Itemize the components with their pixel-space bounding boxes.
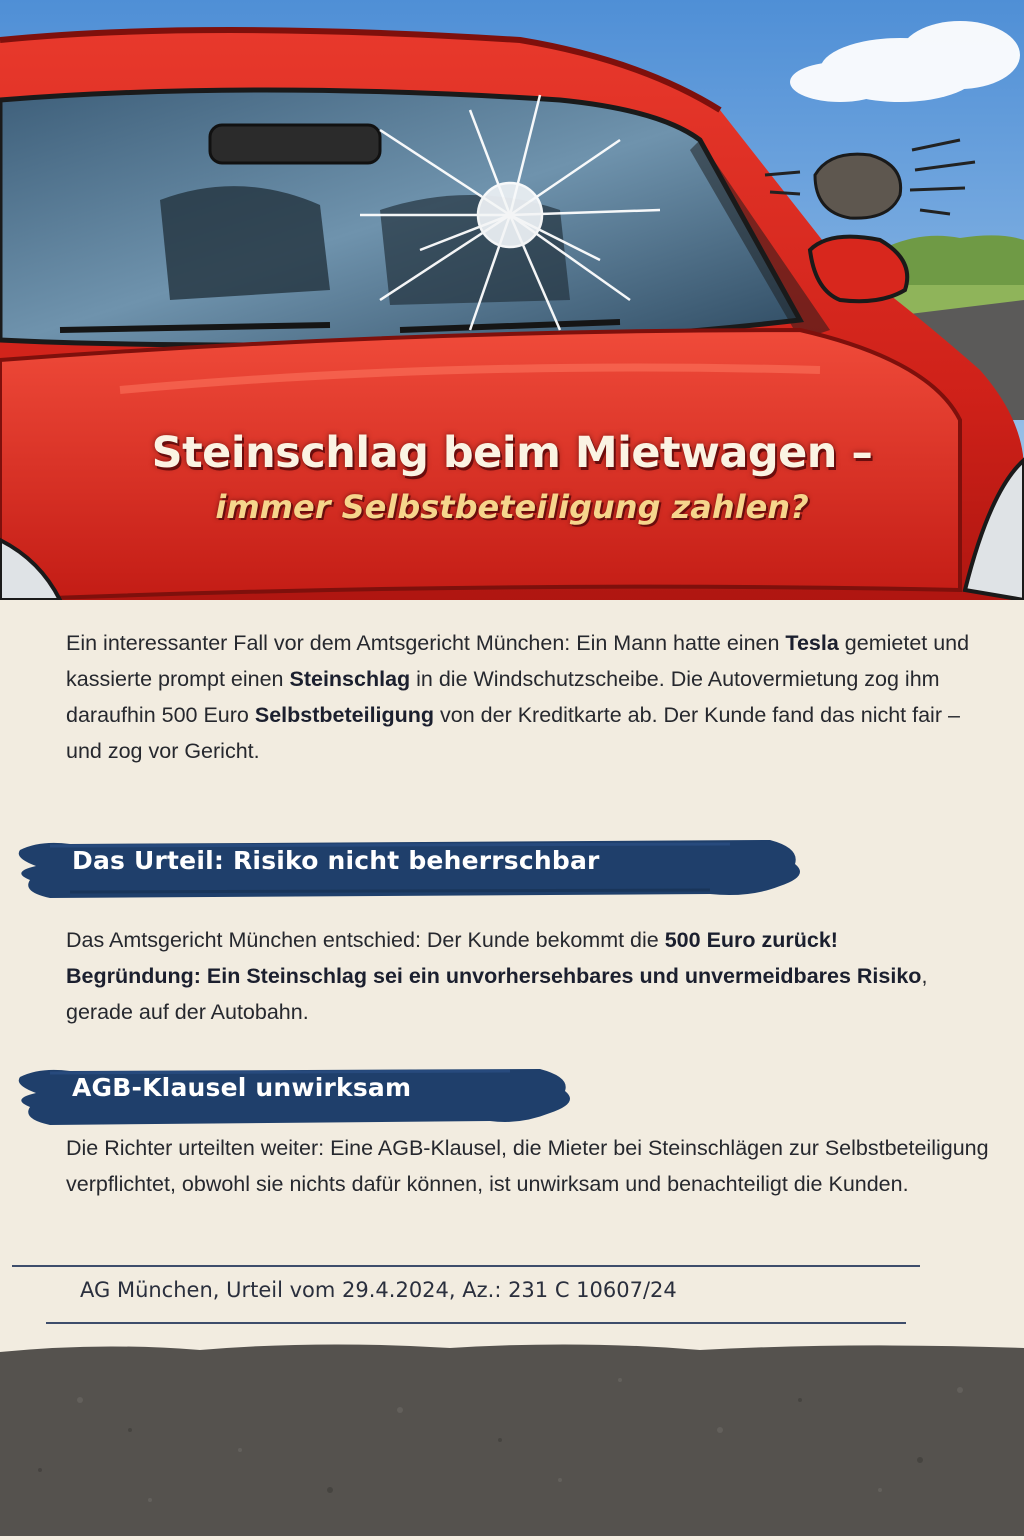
- bold-begruendung: Begründung: Ein Steinschlag sei ein unvorhersehbares und unvermeidbares Risiko: [66, 964, 922, 988]
- citation: AG München, Urteil vom 29.4.2024, Az.: 231 C 10607/24: [80, 1278, 677, 1302]
- headline-line-1: Steinschlag beim Mietwagen –: [151, 428, 873, 478]
- hero-illustration: [0, 0, 1024, 660]
- bold-500-euro: 500 Euro zurück!: [664, 928, 838, 952]
- section-banner-urteil: [10, 828, 810, 908]
- section-heading-urteil: Das Urteil: Risiko nicht beherrschbar: [72, 846, 600, 875]
- section-banner-agb: [10, 1055, 580, 1135]
- headline-line-2: immer Selbstbeteiligung zahlen?: [215, 488, 809, 526]
- bold-tesla: Tesla: [785, 631, 839, 655]
- headline: [0, 428, 1024, 526]
- bold-steinschlag: Steinschlag: [289, 667, 411, 691]
- intro-paragraph: Ein interessanter Fall vor dem Amtsgericht München: Ein Mann hatte einen Tesla gemietet und kassierte prompt einen Steinschlag in die Windschutzscheibe. Die Autovermietung zog ihm daraufhin 500 Euro Selbstbeteiligung von der Kreditkarte ab. Der Kunde fand das nicht fair – und zog vor Gericht.: [66, 631, 970, 763]
- bold-selbstbeteiligung: Selbstbeteiligung: [254, 703, 435, 727]
- asphalt-road: [0, 1340, 1024, 1536]
- urteil-paragraph: Das Amtsgericht München entschied: Der Kunde bekommt die 500 Euro zurück! Begründung: Ein Steinschlag sei ein unvorhersehbares und unvermeidbares Risiko, gerade auf der Autobahn.: [66, 928, 928, 1024]
- agb-paragraph: Die Richter urteilten weiter: Eine AGB-Klausel, die Mieter bei Steinschlägen zur Selbstbeteiligung verpflichtet, obwohl sie nichts dafür können, ist unwirksam und benachteiligt die Kunden.: [66, 1136, 989, 1196]
- divider-bottom: [46, 1322, 906, 1324]
- section-heading-agb: AGB-Klausel unwirksam: [72, 1073, 412, 1102]
- divider-top: [12, 1265, 920, 1267]
